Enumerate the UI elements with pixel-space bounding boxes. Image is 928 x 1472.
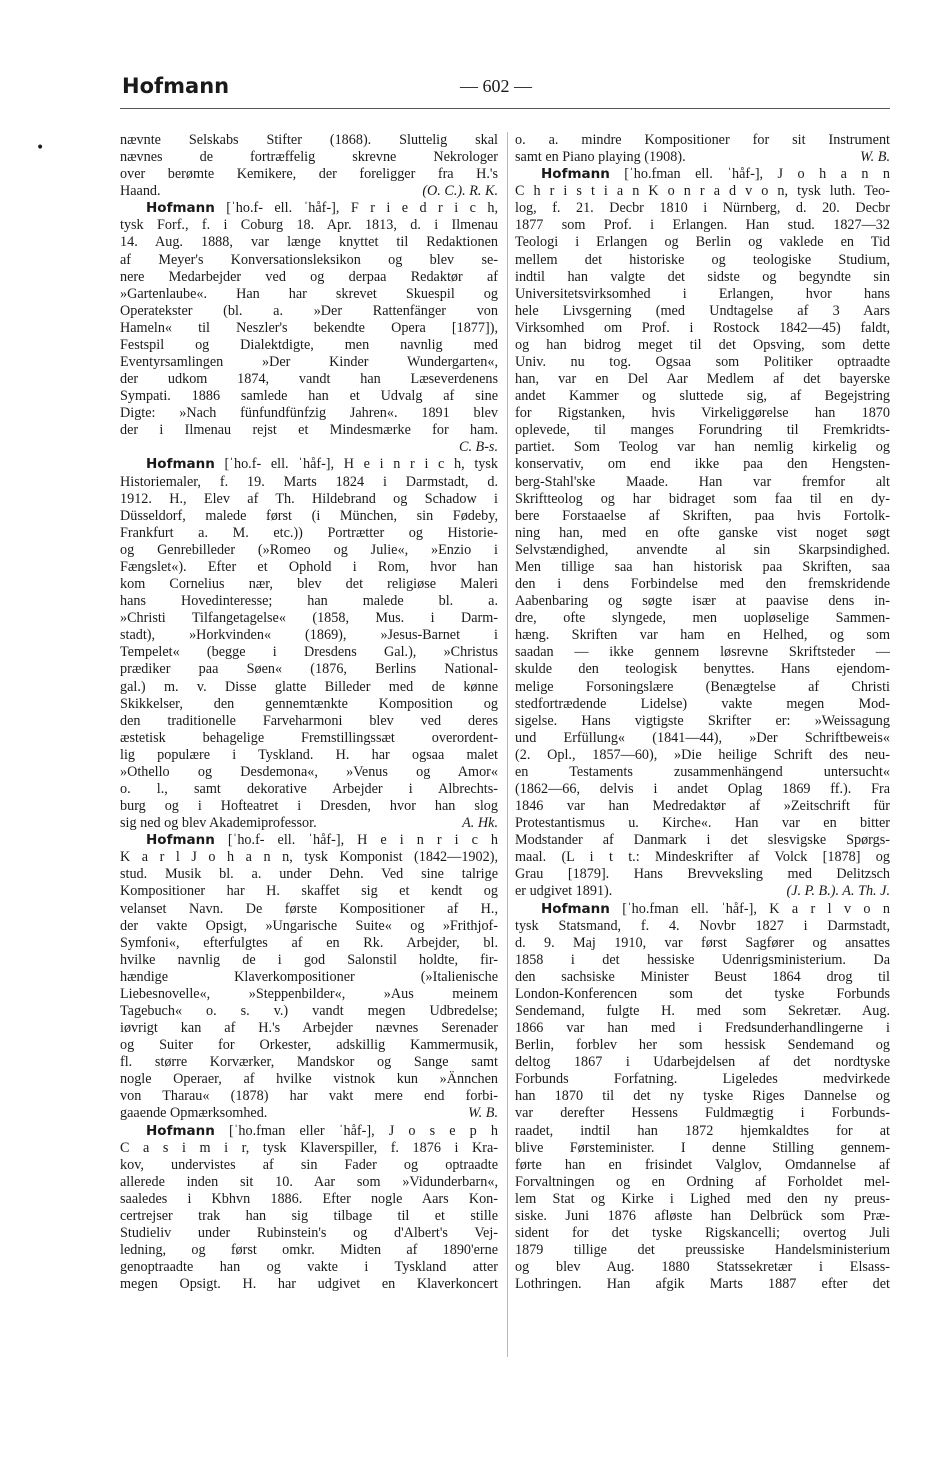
running-header: [120, 74, 890, 104]
line-text: hvilke navnlig de i god Salonstil holdte, fir-: [120, 951, 498, 968]
line-text: Operatekster (bl. a. »Der Rattenfänger von: [120, 302, 498, 319]
text-line: [120, 508, 498, 525]
text-line: [120, 525, 498, 542]
text-line: [515, 320, 890, 337]
text-line: [120, 439, 498, 456]
text-line: [515, 354, 890, 371]
line-text: stadt), »Horkvinden« (1869), »Jesus-Barnet i: [120, 627, 498, 644]
text-line: [515, 764, 890, 781]
line-text: stedfortrædende Lidelse) vakte megen Mod-: [515, 695, 890, 712]
line-text: nere Medarbejder ved og derpaa Redaktør af: [120, 268, 498, 285]
line-text: nævnte Selskabs Stifter (1868). Sluttelig skal: [120, 132, 498, 148]
text-line: [515, 918, 890, 935]
line-text: 1879 tillige det preussiske Handelsministerium: [515, 1242, 890, 1259]
text-line: [120, 491, 498, 508]
line-text: [ˈho.fman ell. ˈhåf-], J o h a n n: [609, 166, 890, 183]
line-text: Liebesnovelle«, »Steppenbilder«, »Aus meinem: [120, 985, 498, 1002]
line-text: von Tharau« (1878) har vakt mere end forbi-: [120, 1088, 498, 1105]
text-line: [515, 1242, 890, 1259]
line-text: Düsseldorf, malede først (i München, sin Fødeby,: [120, 507, 498, 524]
text-line: [120, 883, 498, 900]
line-text: 1877 som Prof. i Erlangen. Han stud. 1827—32: [515, 217, 890, 234]
line-text: Universitetsvirksomhed i Erlangen, hvor hans: [515, 285, 890, 302]
line-text: førte han en frisindet Valglov, Omdannelse af: [515, 1156, 890, 1173]
author-signature: A. Hk.: [462, 815, 498, 832]
line-text: [ˈho.fman eller ˈhåf-], J o s e p h: [214, 1122, 498, 1139]
text-line: [120, 747, 498, 764]
text-line: [515, 969, 890, 986]
text-line: [515, 422, 890, 439]
line-text: æstetisk behagelige Fremstillingssæt overordent-: [120, 729, 498, 746]
line-text: nævnes de fortræffelig skrevne Nekrologer: [120, 149, 498, 166]
line-text: ledning, og først omkr. Midten af 1890'erne: [120, 1242, 498, 1259]
line-text: gal.) m. v. Disse glatte Billeder med de kønne: [120, 678, 498, 695]
line-text: tysk Statsmand, f. 4. Novbr 1827 i Darmstadt,: [515, 917, 890, 934]
line-text: kom Cornelius nær, blev det religiøse Maleri: [120, 576, 498, 593]
text-line: [120, 918, 498, 935]
line-text: Tempelet« (begge i Dresdens Gal.), »Christus: [120, 644, 498, 661]
line-text: kov, undervistes af sin Fader og optraadte: [120, 1156, 498, 1173]
line-text: hans Hovedinteresse; han malede bl. a.: [120, 593, 498, 610]
entry-headword: Hofmann: [146, 456, 215, 473]
line-text: certrejser trak han sig tilbage til et stille: [120, 1207, 498, 1224]
line-text: 1858 i det hessiske Udenrigsministerium. Da: [515, 951, 890, 968]
line-text: 1846 var han Medredaktør af »Zeitschrift für: [515, 798, 890, 815]
line-text: der vakte Opsigt, »Ungarische Suite« og »Frithjof-: [120, 917, 498, 934]
text-line: [120, 781, 498, 798]
running-headword: Hofmann: [122, 74, 230, 98]
line-text: siske. Juni 1876 afløste han Delbrück som Præ-: [515, 1207, 890, 1224]
line-text: Berlin, forblev her som hessisk Sendemand og: [515, 1037, 890, 1054]
text-line: [515, 815, 890, 832]
text-line: [120, 269, 498, 286]
text-line: [120, 303, 498, 320]
text-line: [120, 1259, 498, 1276]
margin-dot: •: [36, 140, 45, 156]
line-text: C a s i m i r, tysk Klaverspiller, f. 1876 i Kra-: [120, 1139, 498, 1156]
line-text: gaaende Opmærksomhed.: [120, 1105, 268, 1122]
line-text: Forbunds Forfatning. Ligeledes medvirkede: [515, 1071, 890, 1088]
line-text: sig ned og blev Akademiprofessor.: [120, 815, 317, 832]
text-line: [120, 474, 498, 491]
text-line: [120, 422, 498, 439]
text-line: [515, 1225, 890, 1242]
text-line: [120, 764, 498, 781]
text-line: [515, 200, 890, 217]
text-line: [515, 866, 890, 883]
text-line: [120, 935, 498, 952]
text-line: [120, 320, 498, 337]
line-text: berg-Stahl'ske Maade. Han var fremfor alt: [515, 473, 890, 490]
text-line: [515, 849, 890, 866]
text-line: [515, 576, 890, 593]
line-text: Univ. nu tog. Ogsaa som Politiker optraadte: [515, 354, 890, 371]
line-text: prædiker paa Søen« (1876, Berlins National-: [120, 661, 498, 678]
text-line: [515, 1123, 890, 1140]
line-text: Festspil og Dialektdigte, men navnlig med: [120, 336, 498, 353]
text-line: [120, 371, 498, 388]
text-line: [515, 1071, 890, 1088]
line-text: mellem det historiske og teologiske Studium,: [515, 251, 890, 268]
entry-headword: Hofmann: [146, 832, 215, 849]
text-line: [120, 559, 498, 576]
entry-headword: Hofmann: [541, 900, 610, 917]
text-line: [120, 1105, 498, 1122]
text-line: [515, 832, 890, 849]
line-text: blive Førsteminister. I denne Stilling gennem-: [515, 1139, 890, 1156]
text-line: [120, 217, 498, 234]
line-text: Lothringen. Han afgik Marts 1887 efter det: [515, 1276, 890, 1293]
text-line: [515, 883, 890, 900]
text-line: [515, 303, 890, 320]
line-text: maal. (L i t t.: Mindeskrifter af Volck [1878] og: [515, 849, 890, 866]
left-column: [120, 132, 498, 1293]
line-text: for Rigstanken, hvis Virkeliggørelse han 1870: [515, 405, 890, 422]
line-text: indtil han valgte det sidste og begyndte sin: [515, 268, 890, 285]
line-text: 14. Aug. 1888, var længe knyttet til Redaktionen: [120, 234, 498, 251]
line-text: konservativ, om end ikke paa den Hengsten-: [515, 456, 890, 473]
line-text: Men tillige saa han historisk paa Skriften, saa: [515, 558, 890, 575]
entry-first-line: [515, 901, 890, 918]
entry-first-line: [120, 200, 498, 217]
entry-first-line: [515, 166, 890, 183]
text-line: [515, 1157, 890, 1174]
text-line: [515, 1054, 890, 1071]
line-text: allerede inden sit 10. Aar som »Vidunderbarn«,: [120, 1173, 498, 1190]
line-text: Frankfurt a. M. etc.)) Portrætter og Historie-: [120, 524, 498, 541]
line-text: saaledes i Kbhvn 1886. Efter nogle Aars Kon-: [120, 1190, 498, 1207]
text-line: [515, 269, 890, 286]
text-line: [515, 627, 890, 644]
line-text: saadan — ikke gennem løsrevne Skriftsteder —: [515, 644, 890, 661]
line-text: oplevede, til manges Forundring til Fremkridts-: [515, 422, 890, 439]
line-text: melige Forsoningslære (Benægtelse af Christi: [515, 678, 890, 695]
line-text: [ˈho.f- ell. ˈhåf-], F r i e d r i c h,: [214, 200, 498, 217]
text-line: [120, 713, 498, 730]
text-line: [120, 969, 498, 986]
line-text: [ˈho.fman ell. ˈhåf-], K a r l v o n: [609, 900, 890, 917]
line-text: [ˈho.f- ell. ˈhåf-], H e i n r i c h, tysk: [214, 456, 498, 473]
text-line: [515, 234, 890, 251]
text-line: [120, 901, 498, 918]
text-line: [515, 405, 890, 422]
line-text: Sendemand, fulgte H. med som Sekretær. Aug.: [515, 1002, 890, 1019]
line-text: Symfoni«, efterfulgtes af en Rk. Arbejder, bl.: [120, 934, 498, 951]
text-line: [515, 371, 890, 388]
text-line: [120, 1088, 498, 1105]
line-text: Selvstændighed, anvendte al sin Skarpsindighed.: [515, 541, 890, 558]
text-line: [515, 491, 890, 508]
line-text: der udkom 1874, vandt han Læseverdenens: [120, 371, 498, 388]
line-text: over berømte Kemikere, der foreligger fra H.'s: [120, 166, 498, 183]
text-line: [120, 388, 498, 405]
text-line: [120, 286, 498, 303]
text-line: [515, 781, 890, 798]
line-text: »Gartenlaube«. Han har skrevet Skuespil og: [120, 285, 498, 302]
text-line: [120, 593, 498, 610]
text-line: [120, 1037, 498, 1054]
text-line: [120, 354, 498, 371]
text-line: [120, 1208, 498, 1225]
text-line: [515, 935, 890, 952]
line-text: han, var en Del Aar Medlem af det bayerske: [515, 371, 890, 388]
line-text: Virksomhed om Prof. i Rostock 1842—45) faldt,: [515, 319, 890, 336]
text-line: [120, 149, 498, 166]
text-line: [120, 183, 498, 200]
text-line: [515, 1105, 890, 1122]
text-line: [515, 1174, 890, 1191]
text-line: [120, 132, 498, 149]
text-line: [120, 252, 498, 269]
line-text: fl. større Korværker, Mandskor og Sange samt: [120, 1054, 498, 1071]
line-text: deltog 1867 i Udarbejdelsen af det nordtyske: [515, 1054, 890, 1071]
line-text: d. 9. Maj 1910, var først Sagfører og ansattes: [515, 934, 890, 951]
line-text: dre, ofte slyngede, men uopløselige Sammen-: [515, 610, 890, 627]
text-line: [515, 1140, 890, 1157]
line-text: hele Livsgerning (med Undtagelse af 3 Aars: [515, 302, 890, 319]
line-text: (2. Opl., 1857—60), »Die heilige Schrift des neu-: [515, 746, 890, 763]
text-line: [120, 1242, 498, 1259]
text-line: [515, 1003, 890, 1020]
line-text: Modstander af Danmark i det slesvigske Spørgs-: [515, 832, 890, 849]
line-text: iøvrigt kan af H.'s Arbejder nævnes Serenader: [120, 1020, 498, 1037]
text-line: [120, 234, 498, 251]
line-text: hæng. Skriften var ham en Helhed, og som: [515, 627, 890, 644]
entry-first-line: [120, 832, 498, 849]
text-line: [120, 405, 498, 422]
line-text: 1866 var han med i Fredsunderhandlingerne i: [515, 1020, 890, 1037]
text-line: [515, 559, 890, 576]
text-line: [120, 644, 498, 661]
text-line: [515, 388, 890, 405]
line-text: Studieliv under Rubinstein's og d'Albert's Vej-: [120, 1225, 498, 1241]
line-text: velanset Navn. De første Kompositioner af H.,: [120, 900, 498, 917]
text-line: [120, 1191, 498, 1208]
line-text: genoptraadte han og vakte i Tyskland atter: [120, 1259, 498, 1276]
text-line: [120, 952, 498, 969]
line-text: stud. Musik bl. a. under Dehn. Ved sine talrige: [120, 866, 498, 883]
text-line: [515, 1037, 890, 1054]
text-line: [515, 1020, 890, 1037]
line-text: Hameln« til Neszler's bekendte Opera [1877]),: [120, 319, 498, 336]
text-line: [120, 627, 498, 644]
text-line: [120, 166, 498, 183]
text-line: [120, 815, 498, 832]
text-line: [515, 149, 890, 166]
text-line: [120, 1140, 498, 1157]
line-text: og blev Aug. 1880 Statssekretær i Elsass-: [515, 1259, 890, 1276]
line-text: Digte: »Nach fünfundfünfzig Jahren«. 1891 blev: [120, 405, 498, 422]
text-line: [120, 798, 498, 815]
text-line: [515, 661, 890, 678]
text-line: [515, 593, 890, 610]
text-line: [515, 1276, 890, 1293]
text-line: [515, 747, 890, 764]
text-line: [515, 508, 890, 525]
line-text: Skikkelser, den gennemtænkte Komposition og: [120, 695, 498, 712]
line-text: K a r l J o h a n n, tysk Komponist (1842—1902),: [120, 849, 498, 866]
text-line: [515, 183, 890, 200]
line-text: Haand.: [120, 183, 161, 200]
text-line: [120, 730, 498, 747]
line-text: var derefter Hessens Fuldmægtig i Forbunds-: [515, 1105, 890, 1122]
line-text: den traditionelle Farveharmoni blev ved deres: [120, 712, 498, 729]
line-text: log, f. 21. Decbr 1810 i Nürnberg, d. 20. Decbr: [515, 200, 890, 217]
column-divider: [507, 132, 508, 1357]
line-text: burg og i Hofteatret i Dresden, hvor han slog: [120, 798, 498, 815]
right-column: [515, 132, 890, 1293]
line-text: partiet. Som Teolog var han nemlig kirkelig og: [515, 439, 890, 456]
author-signature: W. B.: [468, 1105, 498, 1122]
line-text: og Genrebilleder (»Romeo og Julie«, »Enzio i: [120, 541, 498, 558]
line-text: Aabenbaring og søgte især at paavise dens in-: [515, 593, 890, 610]
text-line: [515, 713, 890, 730]
line-text: samt en Piano playing (1908).: [515, 149, 686, 166]
text-line: [120, 1071, 498, 1088]
text-line: [515, 986, 890, 1003]
text-line: [120, 542, 498, 559]
author-signature: W. B.: [860, 149, 890, 166]
line-text: andet Kammer og sluttede sig, af Begejstring: [515, 388, 890, 405]
text-line: [515, 1088, 890, 1105]
line-text: og han bidrog meget til det Opsving, som dette: [515, 336, 890, 353]
line-text: Fængslet«). Efter et Ophold i Rom, hvor han: [120, 558, 498, 575]
line-text: der i Ilmenau rejst et Mindesmærke for ham.: [120, 422, 498, 439]
text-line: [120, 1003, 498, 1020]
text-line: [515, 610, 890, 627]
text-line: [120, 1174, 498, 1191]
line-text: Teologi i Erlangen og Berlin og vaklede en Tid: [515, 234, 890, 251]
text-line: [120, 661, 498, 678]
line-text: af Meyer's Konversationsleksikon og blev se-: [120, 251, 498, 268]
author-signature: (O. C.). R. K.: [422, 183, 498, 200]
line-text: bere Forstaaelse af Skriften, paa hvis Fortolk-: [515, 507, 890, 524]
line-text: skulde den teologisk benyttes. Hans ejendom-: [515, 661, 890, 678]
line-text: han 1870 til det ny tyske Riges Dannelse og: [515, 1088, 890, 1105]
text-line: [120, 849, 498, 866]
text-line: [515, 798, 890, 815]
entry-first-line: [120, 456, 498, 473]
entry-headword: Hofmann: [146, 200, 215, 217]
line-text: lig populære i Tyskland. H. har ogsaa malet: [120, 746, 498, 763]
text-line: [120, 610, 498, 627]
line-text: 1912. H., Elev af Th. Hildebrand og Schadow i: [120, 490, 498, 507]
line-text: und Erfüllung« (1841—44), »Der Schriftbeweis«: [515, 729, 890, 746]
text-line: [515, 696, 890, 713]
text-line: [515, 456, 890, 473]
text-line: [515, 679, 890, 696]
text-line: [515, 474, 890, 491]
author-signature: C. B-s.: [458, 439, 498, 456]
line-text: Skriftteolog og har bidraget som faa til en dy-: [515, 490, 890, 507]
line-text: ning han, med en ofte ganske vist noget søgt: [515, 524, 890, 541]
text-line: [515, 730, 890, 747]
text-line: [515, 1259, 890, 1276]
text-line: [515, 525, 890, 542]
line-text: hændige Klaverkompositioner (»Italienische: [120, 968, 498, 985]
line-text: nogle Operaer, af hvilke vistnok kun »Ännchen: [120, 1071, 498, 1088]
text-line: [515, 1208, 890, 1225]
text-line: [515, 1191, 890, 1208]
line-text: Grau [1879]. Hans Brevveksling med Delitzsch: [515, 866, 890, 883]
line-text: Tagebuch« o. s. v.) vandt megen Udbredelse;: [120, 1002, 498, 1019]
line-text: [ˈho.f- ell. ˈhåf-], H e i n r i c h: [214, 832, 498, 849]
line-text: Protestantismus u. Kirche«. Han var en bitter: [515, 815, 890, 832]
text-line: [515, 952, 890, 969]
entry-headword: Hofmann: [146, 1122, 215, 1139]
text-line: [515, 252, 890, 269]
line-text: sigelse. Hans vigtigste Skrifter er: »Weissagung: [515, 712, 890, 729]
line-text: den sachsiske Minister Beust 1864 drog til: [515, 968, 890, 985]
text-line: [515, 337, 890, 354]
text-line: [120, 1054, 498, 1071]
text-line: [515, 542, 890, 559]
text-line: [120, 679, 498, 696]
text-line: [515, 439, 890, 456]
text-line: [515, 644, 890, 661]
line-text: en Testaments zusammenhängend untersucht«: [515, 763, 890, 780]
line-text: o. l., samt dekorative Arbejder i Albrechts-: [120, 780, 498, 797]
line-text: (1862—66, delvis i andet Oplag 1869 ff.). Fra: [515, 780, 890, 797]
line-text: Eventyrsamlingen »Der Kinder Wundergarten«,: [120, 354, 498, 371]
text-line: [515, 132, 890, 149]
text-line: [120, 986, 498, 1003]
line-text: megen Opsigt. H. har udgivet en Klaverkoncert: [120, 1276, 498, 1293]
line-text: »Christi Tilfangetagelse« (1858, Mus. i Darm-: [120, 610, 498, 627]
line-text: den i dens Forbindelse med den fremskridende: [515, 576, 890, 593]
line-text: sident for det tyske Rigskancelli; overtog Juli: [515, 1225, 890, 1241]
text-line: [120, 576, 498, 593]
text-line: [120, 696, 498, 713]
line-text: Forvaltningen og en Ordning af Forholdet mel-: [515, 1173, 890, 1190]
line-text: London-Konferencen som det tyske Forbunds: [515, 985, 890, 1002]
line-text: C h r i s t i a n K o n r a d v o n, tysk luth. Teo-: [515, 183, 890, 200]
author-signature: (J. P. B.). A. Th. J.: [786, 883, 890, 900]
line-text: tysk Forf., f. i Coburg 18. Apr. 1813, d. i Ilmenau: [120, 217, 498, 234]
line-text: Sympati. 1886 samlede han et Udvalg af sine: [120, 388, 498, 405]
header-rule: [120, 108, 890, 109]
text-line: [120, 337, 498, 354]
line-text: Historiemaler, f. 19. Marts 1824 i Darmstadt, d.: [120, 473, 498, 490]
line-text: er udgivet 1891).: [515, 883, 613, 900]
line-text: o. a. mindre Kompositioner for sit Instrument: [515, 132, 890, 148]
text-line: [120, 1020, 498, 1037]
line-text: lem Stat og Kirke i Lighed med den ny preus-: [515, 1190, 890, 1207]
text-line: [515, 286, 890, 303]
line-text: og Suiter for Orkester, adskillig Kammermusik,: [120, 1037, 498, 1054]
line-text: raadet, indtil han 1872 hjemkaldtes for at: [515, 1122, 890, 1139]
page-number: — 602 —: [460, 76, 532, 96]
text-line: [120, 866, 498, 883]
text-line: [120, 1276, 498, 1293]
line-text: »Othello og Desdemona«, »Venus og Amor«: [120, 763, 498, 780]
text-line: [120, 1157, 498, 1174]
text-line: [120, 1225, 498, 1242]
entry-headword: Hofmann: [541, 166, 610, 183]
line-text: Kompositioner har H. skaffet sig et kendt og: [120, 883, 498, 900]
text-line: [515, 217, 890, 234]
entry-first-line: [120, 1123, 498, 1140]
